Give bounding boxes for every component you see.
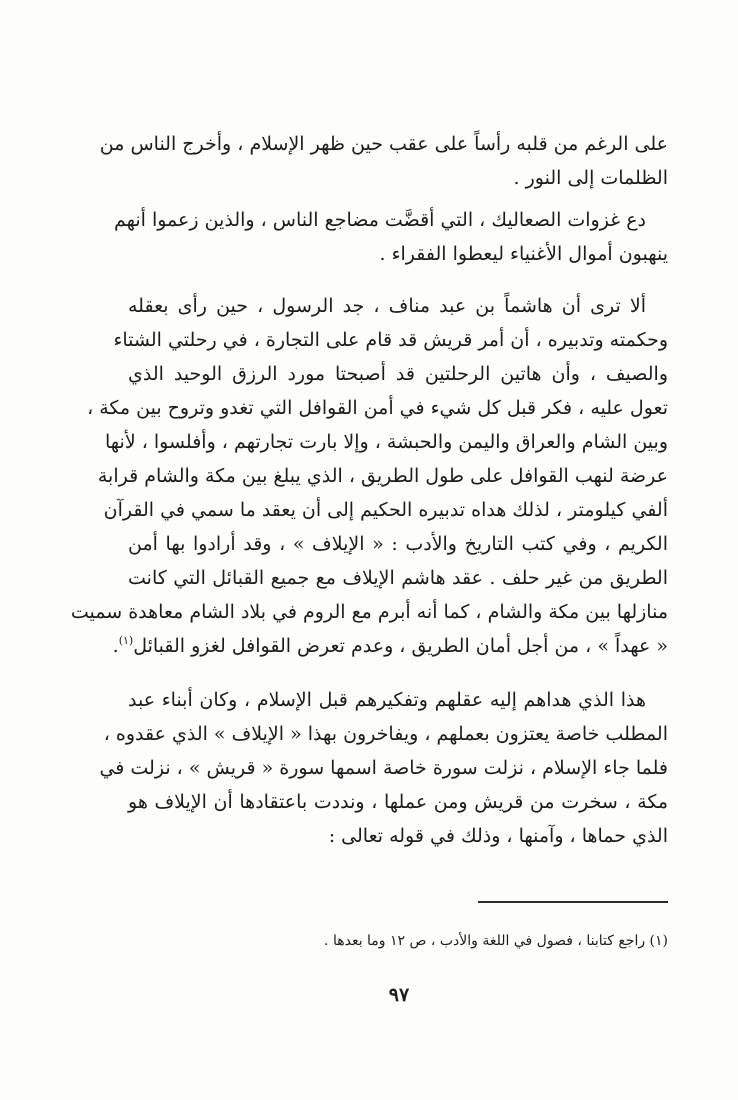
paragraph-4 <box>99 683 668 853</box>
footnote: (١) راجع كتابنا ، فصول في اللغة والأدب ، ص ١٢ وما بعدها . <box>324 933 668 949</box>
paragraph-1 <box>99 127 668 195</box>
text-line: وحكمته وتدبيره ، أن أمر قريش قد قام على التجارة ، في رحلتي الشتاء <box>113 329 668 351</box>
paragraph-3 <box>70 289 668 663</box>
page-number: ٩٧ <box>388 984 410 1006</box>
text-line: المطلب خاصة يعتزون بعملهم ، ويفاخرون بهذا « الإيلاف » الذي عقدوه ، <box>103 723 668 745</box>
sentence-end: . <box>112 635 119 657</box>
text-line <box>112 629 668 663</box>
text-line: وبين الشام والعراق واليمن والحبشة ، وإلا بارت تجارتهم ، وأفلسوا ، لأنها <box>105 431 668 453</box>
text-line: والصيف ، وأن هاتين الرحلتين قد أصبحتا مورد الرزق الوحيد الذي <box>128 363 668 385</box>
text-line: الظلمات إلى النور . <box>513 167 668 189</box>
text-line: دع غزوات الصعاليك ، التي أقضَّت مضاجع الناس ، والذين زعموا أنهم <box>113 209 646 231</box>
text-line: تعول عليه ، فكر قبل كل شيء في أمن القوافل التي تغدو وتروح بين مكة ، <box>87 397 668 419</box>
text-line: ألا ترى أن هاشماً بن عبد مناف ، جد الرسول ، حين رأى بعقله <box>128 295 646 317</box>
text-line-content: « عهداً » ، من أجل أمان الطريق ، وعدم تعرض القوافل لغزو القبائل <box>133 635 668 657</box>
text-line: الذي حماها ، وآمنها ، وذلك في قوله تعالى : <box>328 825 668 847</box>
footnote-separator <box>478 901 668 903</box>
text-line: ألفي كيلومتر ، لذلك هداه تدبيره الحكيم إلى أن يعقد ما سمي في القرآن <box>103 499 668 521</box>
paragraph-2 <box>113 203 668 271</box>
text-line: الكريم ، وفي كتب التاريخ والأدب : « الإيلاف » ، وقد أرادوا بها أمن <box>128 533 668 555</box>
text-line: هذا الذي هداهم إليه عقلهم وتفكيرهم قبل الإسلام ، وكان أبناء عبد <box>128 689 646 711</box>
footnote-marker: (١) <box>118 634 134 647</box>
text-line: على الرغم من قلبه رأساً على عقب حين ظهر الإسلام ، وأخرج الناس من <box>99 133 668 155</box>
text-line: ينهبون أموال الأغنياء ليعطوا الفقراء . <box>379 243 668 265</box>
text-line: فلما جاء الإسلام ، نزلت سورة خاصة اسمها سورة « قريش » ، نزلت في <box>99 757 668 779</box>
text-line: مكة ، سخرت من قريش ومن عملها ، ونددت باعتقادها أن الإيلاف هو <box>128 791 668 813</box>
text-line: منازلها بين مكة والشام ، كما أنه أبرم مع الروم في بلاد الشام معاهدة سميت <box>70 601 668 623</box>
text-line: عرضة لنهب القوافل على طول الطريق ، الذي يبلغ بين مكة والشام قرابة <box>97 465 668 487</box>
text-line: الطريق من غير حلف . عقد هاشم الإيلاف مع جميع القبائل التي كانت <box>128 567 668 589</box>
